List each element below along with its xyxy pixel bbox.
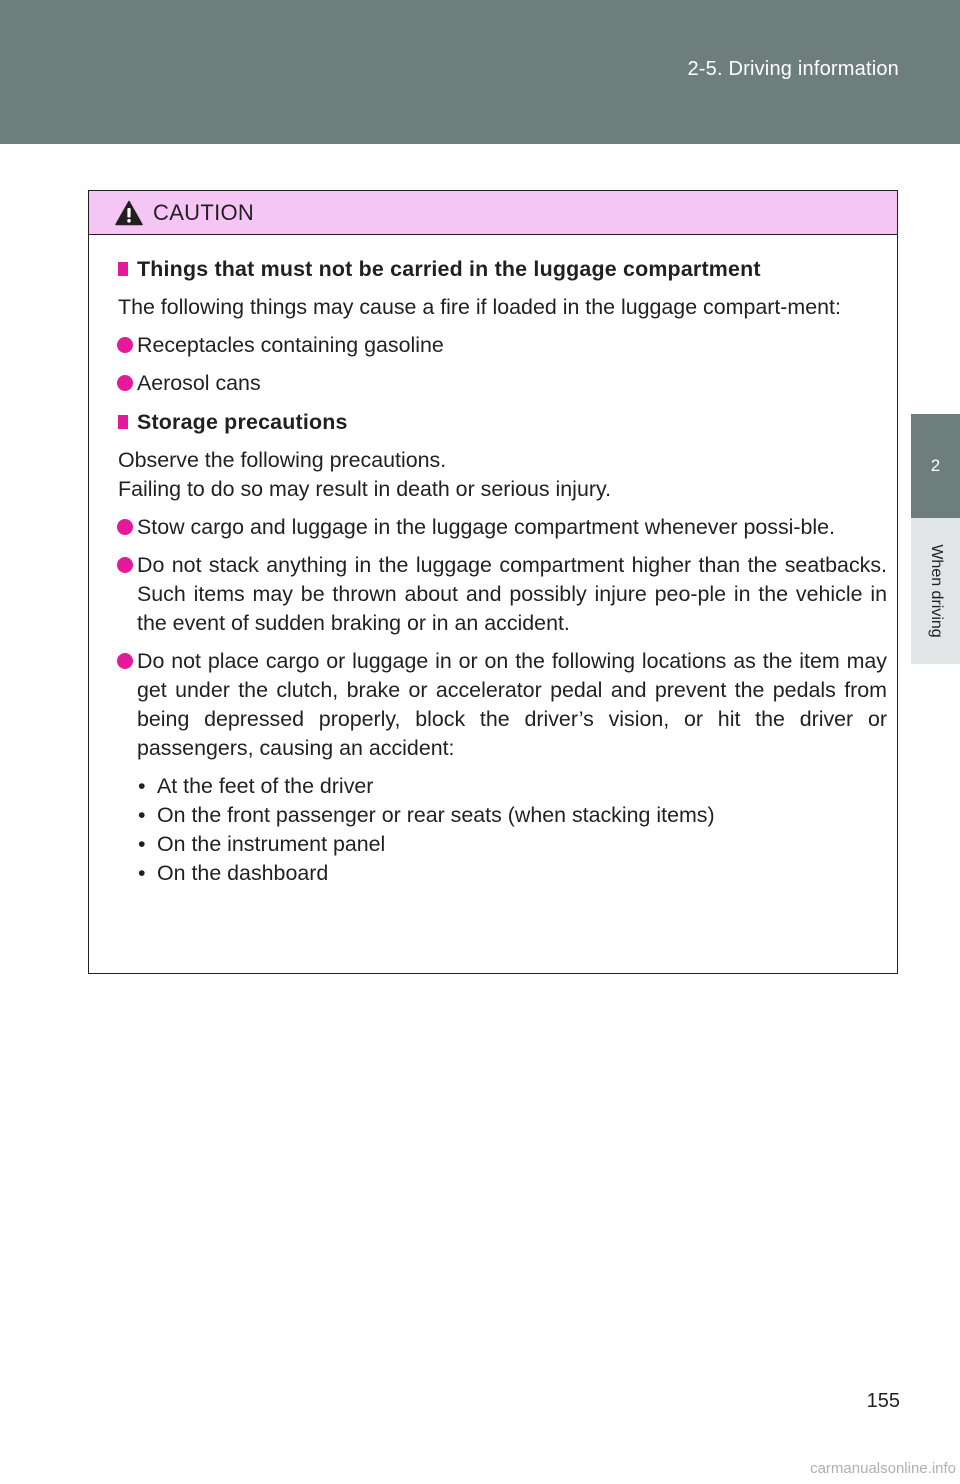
location-item-text: On the instrument panel	[157, 832, 386, 856]
section-intro	[107, 446, 887, 504]
circle-bullet-icon	[117, 557, 133, 573]
list-item-text: Receptacles containing gasoline	[137, 333, 444, 357]
location-item-text: On the dashboard	[157, 861, 329, 885]
section-heading-text: Storage precautions	[137, 410, 348, 434]
section-title: 2-5. Driving information	[687, 58, 899, 80]
location-item-text: At the feet of the driver	[157, 774, 374, 798]
caution-box	[88, 190, 898, 974]
dot-bullet-icon: •	[138, 803, 146, 827]
watermark[interactable]: carmanualsonline.info	[810, 1460, 956, 1477]
list-item	[107, 369, 887, 398]
list-item	[107, 551, 887, 638]
list-item-text: Stow cargo and luggage in the luggage compartment whenever possi-ble.	[137, 515, 836, 539]
page-header	[0, 0, 960, 144]
list-item-text: Aerosol cans	[137, 371, 261, 395]
circle-bullet-icon	[117, 653, 133, 669]
chapter-number: 2	[930, 456, 941, 475]
square-bullet-icon	[118, 415, 128, 429]
list-item-text: Do not place cargo or luggage in or on the following locations as the item may get under the clutch, brake or accelerator pedal and prevent the pedals from being depressed properly, block the driver’s vision, or hit the driver or passengers, causing an accident:	[137, 649, 887, 760]
intro-line: Observe the following precautions.	[118, 448, 447, 472]
dot-bullet-icon: •	[138, 832, 146, 856]
location-item	[137, 772, 887, 801]
section-heading	[107, 255, 887, 284]
caution-title: CAUTION	[153, 199, 255, 225]
dot-bullet-icon: •	[138, 861, 146, 885]
intro-line: Failing to do so may result in death or serious injury.	[118, 477, 612, 501]
location-list	[107, 772, 887, 888]
list-item	[107, 513, 887, 542]
page-number: 155	[866, 1390, 900, 1412]
circle-bullet-icon	[117, 337, 133, 353]
circle-bullet-icon	[117, 375, 133, 391]
chapter-tab	[911, 414, 960, 518]
location-item-text: On the front passenger or rear seats (when stacking items)	[157, 803, 715, 827]
warning-triangle-icon	[115, 200, 143, 226]
section-heading-text: Things that must not be carried in the luggage compartment	[137, 257, 761, 281]
list-item-text: Do not stack anything in the luggage compartment higher than the seatbacks. Such items may be thrown about and possibly injure peo-ple in the vehicle in the event of sudden braking or in an accident.	[137, 553, 887, 635]
chapter-label-bar	[911, 518, 960, 664]
caution-header	[89, 191, 897, 235]
list-item	[107, 331, 887, 360]
dot-bullet-icon: •	[138, 774, 146, 798]
circle-bullet-icon	[117, 519, 133, 535]
location-item	[137, 859, 887, 888]
section-heading	[107, 408, 887, 437]
section-intro: The following things may cause a fire if loaded in the luggage compart-ment:	[118, 295, 841, 319]
location-item	[137, 830, 887, 859]
chapter-label: When driving	[927, 544, 945, 638]
location-item	[137, 801, 887, 830]
square-bullet-icon	[118, 262, 128, 276]
caution-body	[89, 235, 897, 888]
list-item	[107, 647, 887, 763]
